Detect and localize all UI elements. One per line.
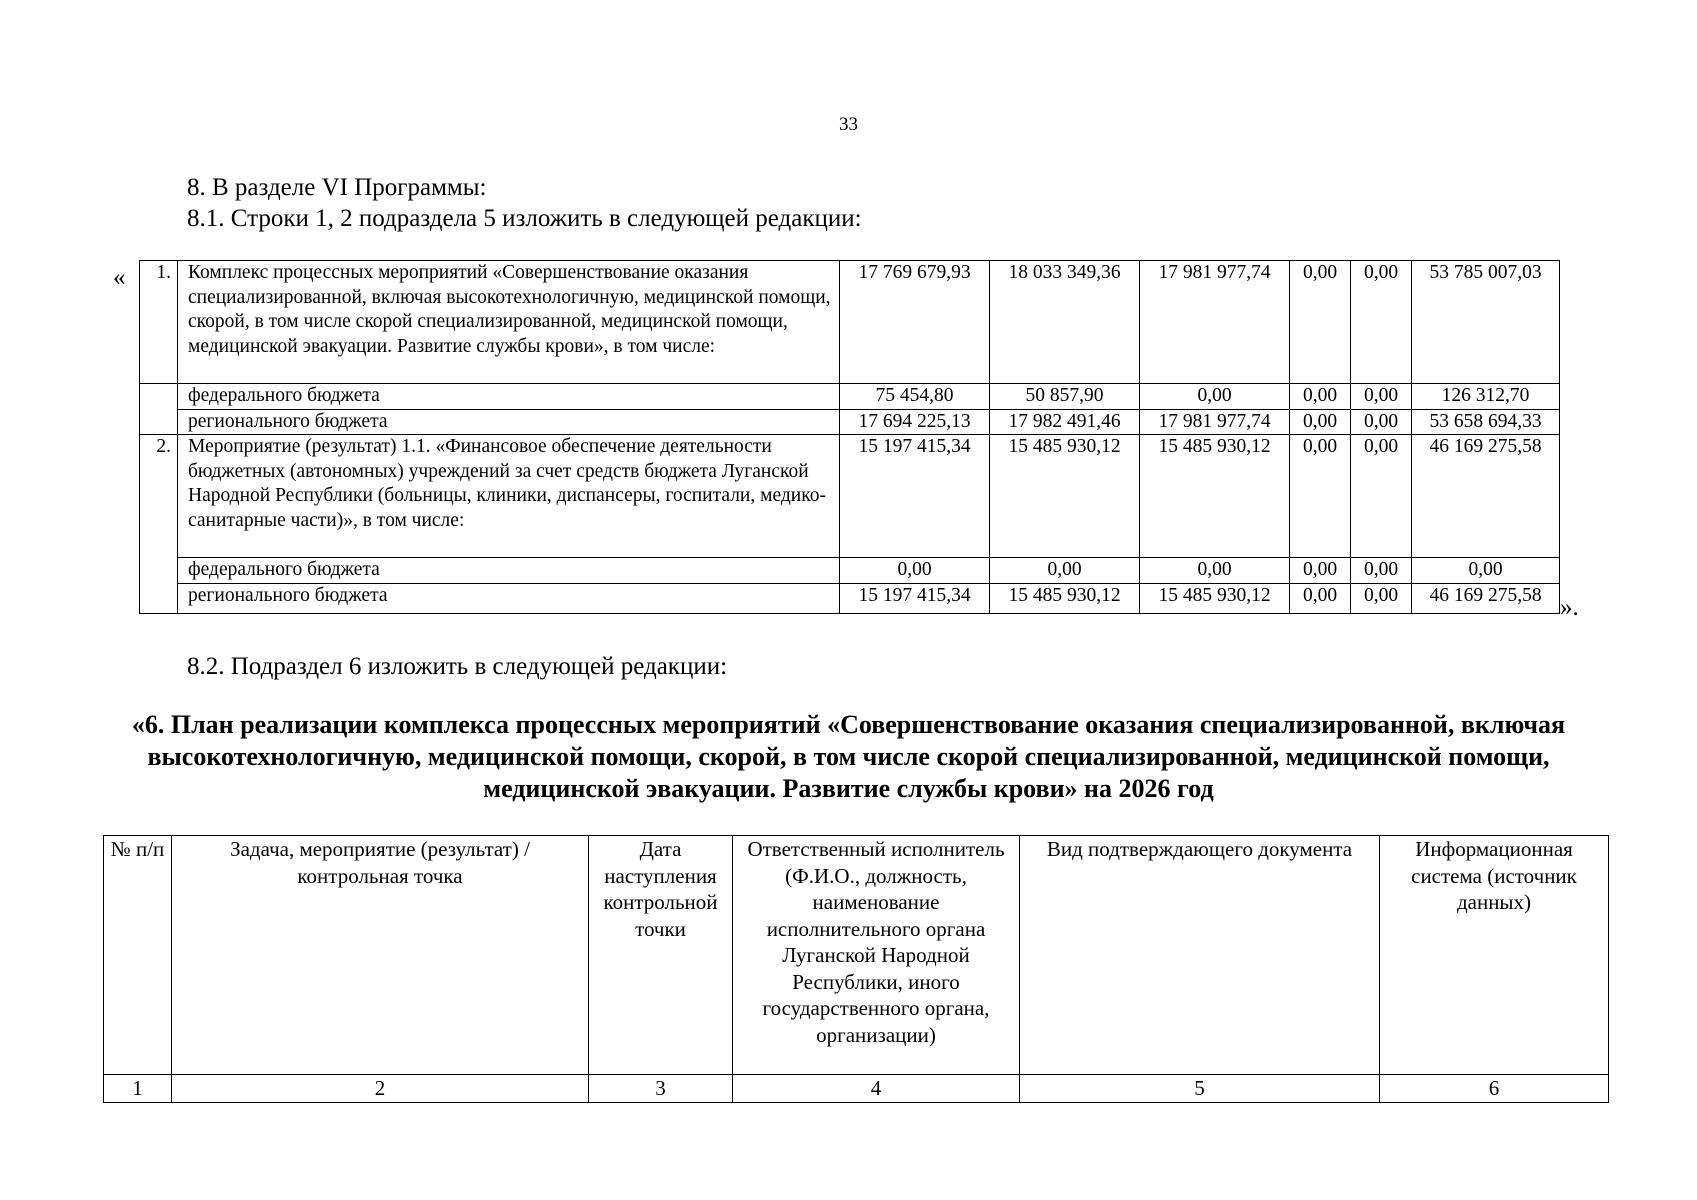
total-cell: 46 169 275,58 — [1412, 583, 1560, 614]
value-cell: 17 694 225,13 — [840, 409, 990, 435]
value-cell: 0,00 — [840, 558, 990, 584]
value-cell: 17 982 491,46 — [990, 409, 1140, 435]
value-cell: 15 485 930,12 — [1140, 583, 1290, 614]
total-cell: 0,00 — [1412, 558, 1560, 584]
value-cell: 17 981 977,74 — [1140, 261, 1290, 384]
column-index: 4 — [733, 1075, 1020, 1103]
row-number — [140, 384, 178, 410]
value-cell: 15 197 415,34 — [840, 435, 990, 558]
table-header-row — [104, 836, 1609, 1075]
page-number: 33 — [839, 114, 858, 135]
row-number — [140, 583, 178, 614]
table-row — [140, 409, 1560, 435]
column-index: 5 — [1020, 1075, 1380, 1103]
total-cell: 46 169 275,58 — [1412, 435, 1560, 558]
value-cell: 50 857,90 — [990, 384, 1140, 410]
row-description: федерального бюджета — [178, 558, 840, 584]
value-cell: 0,00 — [1290, 558, 1351, 584]
table-row — [140, 558, 1560, 584]
column-index: 3 — [589, 1075, 733, 1103]
value-cell: 0,00 — [1351, 435, 1412, 558]
amendment-8-1-paragraph: 8.1. Строки 1, 2 подраздела 5 изложить в следующей редакции: — [187, 205, 862, 232]
row-number — [140, 409, 178, 435]
total-cell: 126 312,70 — [1412, 384, 1560, 410]
amendment-8-2-paragraph: 8.2. Подраздел 6 изложить в следующей редакции: — [187, 653, 728, 680]
value-cell: 0,00 — [1351, 558, 1412, 584]
value-cell: 0,00 — [1290, 384, 1351, 410]
row-number — [140, 558, 178, 584]
value-cell: 0,00 — [1290, 435, 1351, 558]
value-cell: 0,00 — [990, 558, 1140, 584]
value-cell: 0,00 — [1351, 409, 1412, 435]
total-cell: 53 658 694,33 — [1412, 409, 1560, 435]
column-header: № п/п — [104, 836, 172, 1075]
value-cell: 18 033 349,36 — [990, 261, 1140, 384]
value-cell: 15 485 930,12 — [990, 435, 1140, 558]
value-cell: 0,00 — [1290, 409, 1351, 435]
column-index-row — [104, 1075, 1609, 1103]
value-cell: 0,00 — [1290, 583, 1351, 614]
column-header: Задача, мероприятие (результат) / контрольная точка — [172, 836, 589, 1075]
table-row — [140, 435, 1560, 558]
table-row — [140, 384, 1560, 410]
value-cell: 17 981 977,74 — [1140, 409, 1290, 435]
total-cell: 53 785 007,03 — [1412, 261, 1560, 384]
value-cell: 15 485 930,12 — [990, 583, 1140, 614]
implementation-plan-table — [103, 835, 1609, 1103]
value-cell: 0,00 — [1140, 558, 1290, 584]
closing-quote-mark: ». — [1560, 594, 1579, 621]
row-description: регионального бюджета — [178, 409, 840, 435]
column-index: 6 — [1380, 1075, 1609, 1103]
column-index: 1 — [104, 1075, 172, 1103]
section-intro-paragraph: 8. В разделе VI Программы: — [187, 174, 487, 201]
opening-quote-mark: « — [113, 264, 126, 291]
value-cell: 15 485 930,12 — [1140, 435, 1290, 558]
row-description: Мероприятие (результат) 1.1. «Финансовое обеспечение деятельности бюджетных (автономных) учреждений за счет средств бюджета Луганской Народной Республики (больницы, клиники, диспансеры, госпитали, медико-санитарные части)», в том числе: — [178, 435, 840, 558]
row-number: 2. — [140, 435, 178, 558]
column-header: Вид подтверждающего документа — [1020, 836, 1380, 1075]
row-description: федерального бюджета — [178, 384, 840, 410]
row-description: Комплекс процессных мероприятий «Совершенствование оказания специализированной, включая высокотехнологичную, медицинской помощи, скорой, в том числе скорой специализированной, медицинской помощи, медицинской эвакуации. Развитие службы крови», в том числе: — [178, 261, 840, 384]
value-cell: 0,00 — [1140, 384, 1290, 410]
table-row — [140, 583, 1560, 614]
row-number: 1. — [140, 261, 178, 384]
column-header: Дата наступления контрольной точки — [589, 836, 733, 1075]
value-cell: 17 769 679,93 — [840, 261, 990, 384]
value-cell: 75 454,80 — [840, 384, 990, 410]
value-cell: 0,00 — [1351, 384, 1412, 410]
section-heading: «6. План реализации комплекса процессных мероприятий «Совершенствование оказания специализированной, включая высокотехнологичную, медицинской помощи, скорой, в том числе скорой специализированной, медицинской помощи, медицинской эвакуации. Развитие службы крови» на 2026 год — [131, 710, 1566, 803]
column-header: Информационная система (источник данных) — [1380, 836, 1609, 1075]
table-row — [140, 261, 1560, 384]
row-description: регионального бюджета — [178, 583, 840, 614]
value-cell: 0,00 — [1290, 261, 1351, 384]
column-index: 2 — [172, 1075, 589, 1103]
value-cell: 0,00 — [1351, 261, 1412, 384]
value-cell: 15 197 415,34 — [840, 583, 990, 614]
value-cell: 0,00 — [1351, 583, 1412, 614]
column-header: Ответственный исполнитель (Ф.И.О., должность, наименование исполнительного органа Луганской Народной Республики, иного государственного органа, организации) — [733, 836, 1020, 1075]
funding-table — [139, 260, 1560, 614]
